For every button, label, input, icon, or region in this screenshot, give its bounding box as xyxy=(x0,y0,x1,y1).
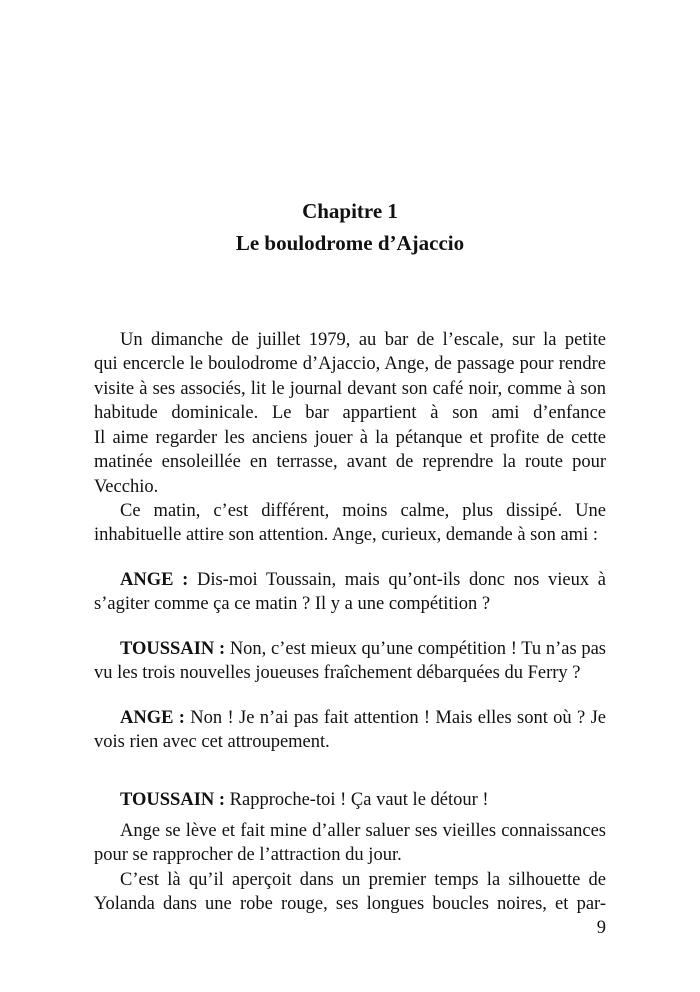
text-line: Ce matin, c’est différent, moins calme, plus dissipé. Une xyxy=(120,501,606,521)
text-line: habitude dominicale. Le bar appartient à son ami d’enfance xyxy=(94,403,606,423)
text-line: s’agiter comme ça ce matin ? Il y a une compétition ? xyxy=(94,594,491,614)
text-line: vu les trois nouvelles joueuses fraîchement débarquées du Ferry ? xyxy=(94,663,581,683)
text-line: visite à ses associés, lit le journal devant son café noir, comme à son xyxy=(94,379,606,399)
dialogue-line xyxy=(120,788,606,812)
dialogue-line xyxy=(120,637,606,661)
dialogue-line xyxy=(120,706,606,730)
text-line: matinée ensoleillée en terrasse, avant de reprendre la route pour xyxy=(94,452,606,472)
text-line: Vecchio. xyxy=(94,477,159,497)
page-number: 9 xyxy=(596,918,606,938)
chapter-number: Chapitre 1 xyxy=(302,199,398,223)
speaker-name: ANGE : xyxy=(120,570,189,590)
text-line: Il aime regarder les anciens jouer à la pétanque et profite de cette xyxy=(94,428,606,448)
speaker-name: TOUSSAIN : xyxy=(120,639,226,659)
text-line: inhabituelle attire son attention. Ange, curieux, demande à son ami : xyxy=(94,525,598,545)
dialogue-text: Non ! Je n’ai pas fait attention ! Mais elles sont où ? Je xyxy=(190,708,606,728)
speaker-name: ANGE : xyxy=(120,708,185,728)
dialogue-text: Non, c’est mieux qu’une compétition ! Tu n’as pas xyxy=(225,639,606,659)
dialogue-text: Rapproche-toi ! Ça vaut le détour ! xyxy=(225,790,489,810)
speaker-name: TOUSSAIN : xyxy=(120,790,226,810)
chapter-title: Le boulodrome d’Ajaccio xyxy=(235,231,465,255)
text-line: Un dimanche de juillet 1979, au bar de l’escale, sur la petite xyxy=(120,330,606,350)
text-line: Yolanda dans une robe rouge, ses longues boucles noires, et par- xyxy=(94,894,606,914)
dialogue-line xyxy=(120,568,606,592)
text-line: vois rien avec cet attroupement. xyxy=(94,732,330,752)
dialogue-text: Dis-moi Toussain, mais qu’ont-ils donc nos vieux à xyxy=(188,570,606,590)
text-line: Ange se lève et fait mine d’aller saluer ses vieilles connaissances xyxy=(120,821,606,841)
text-line: qui encercle le boulodrome d’Ajaccio, Ange, de passage pour rendre xyxy=(94,354,606,374)
text-line: C’est là qu’il aperçoit dans un premier temps la silhouette de xyxy=(120,870,606,890)
text-line: pour se rapprocher de l’attraction du jour. xyxy=(94,845,402,865)
